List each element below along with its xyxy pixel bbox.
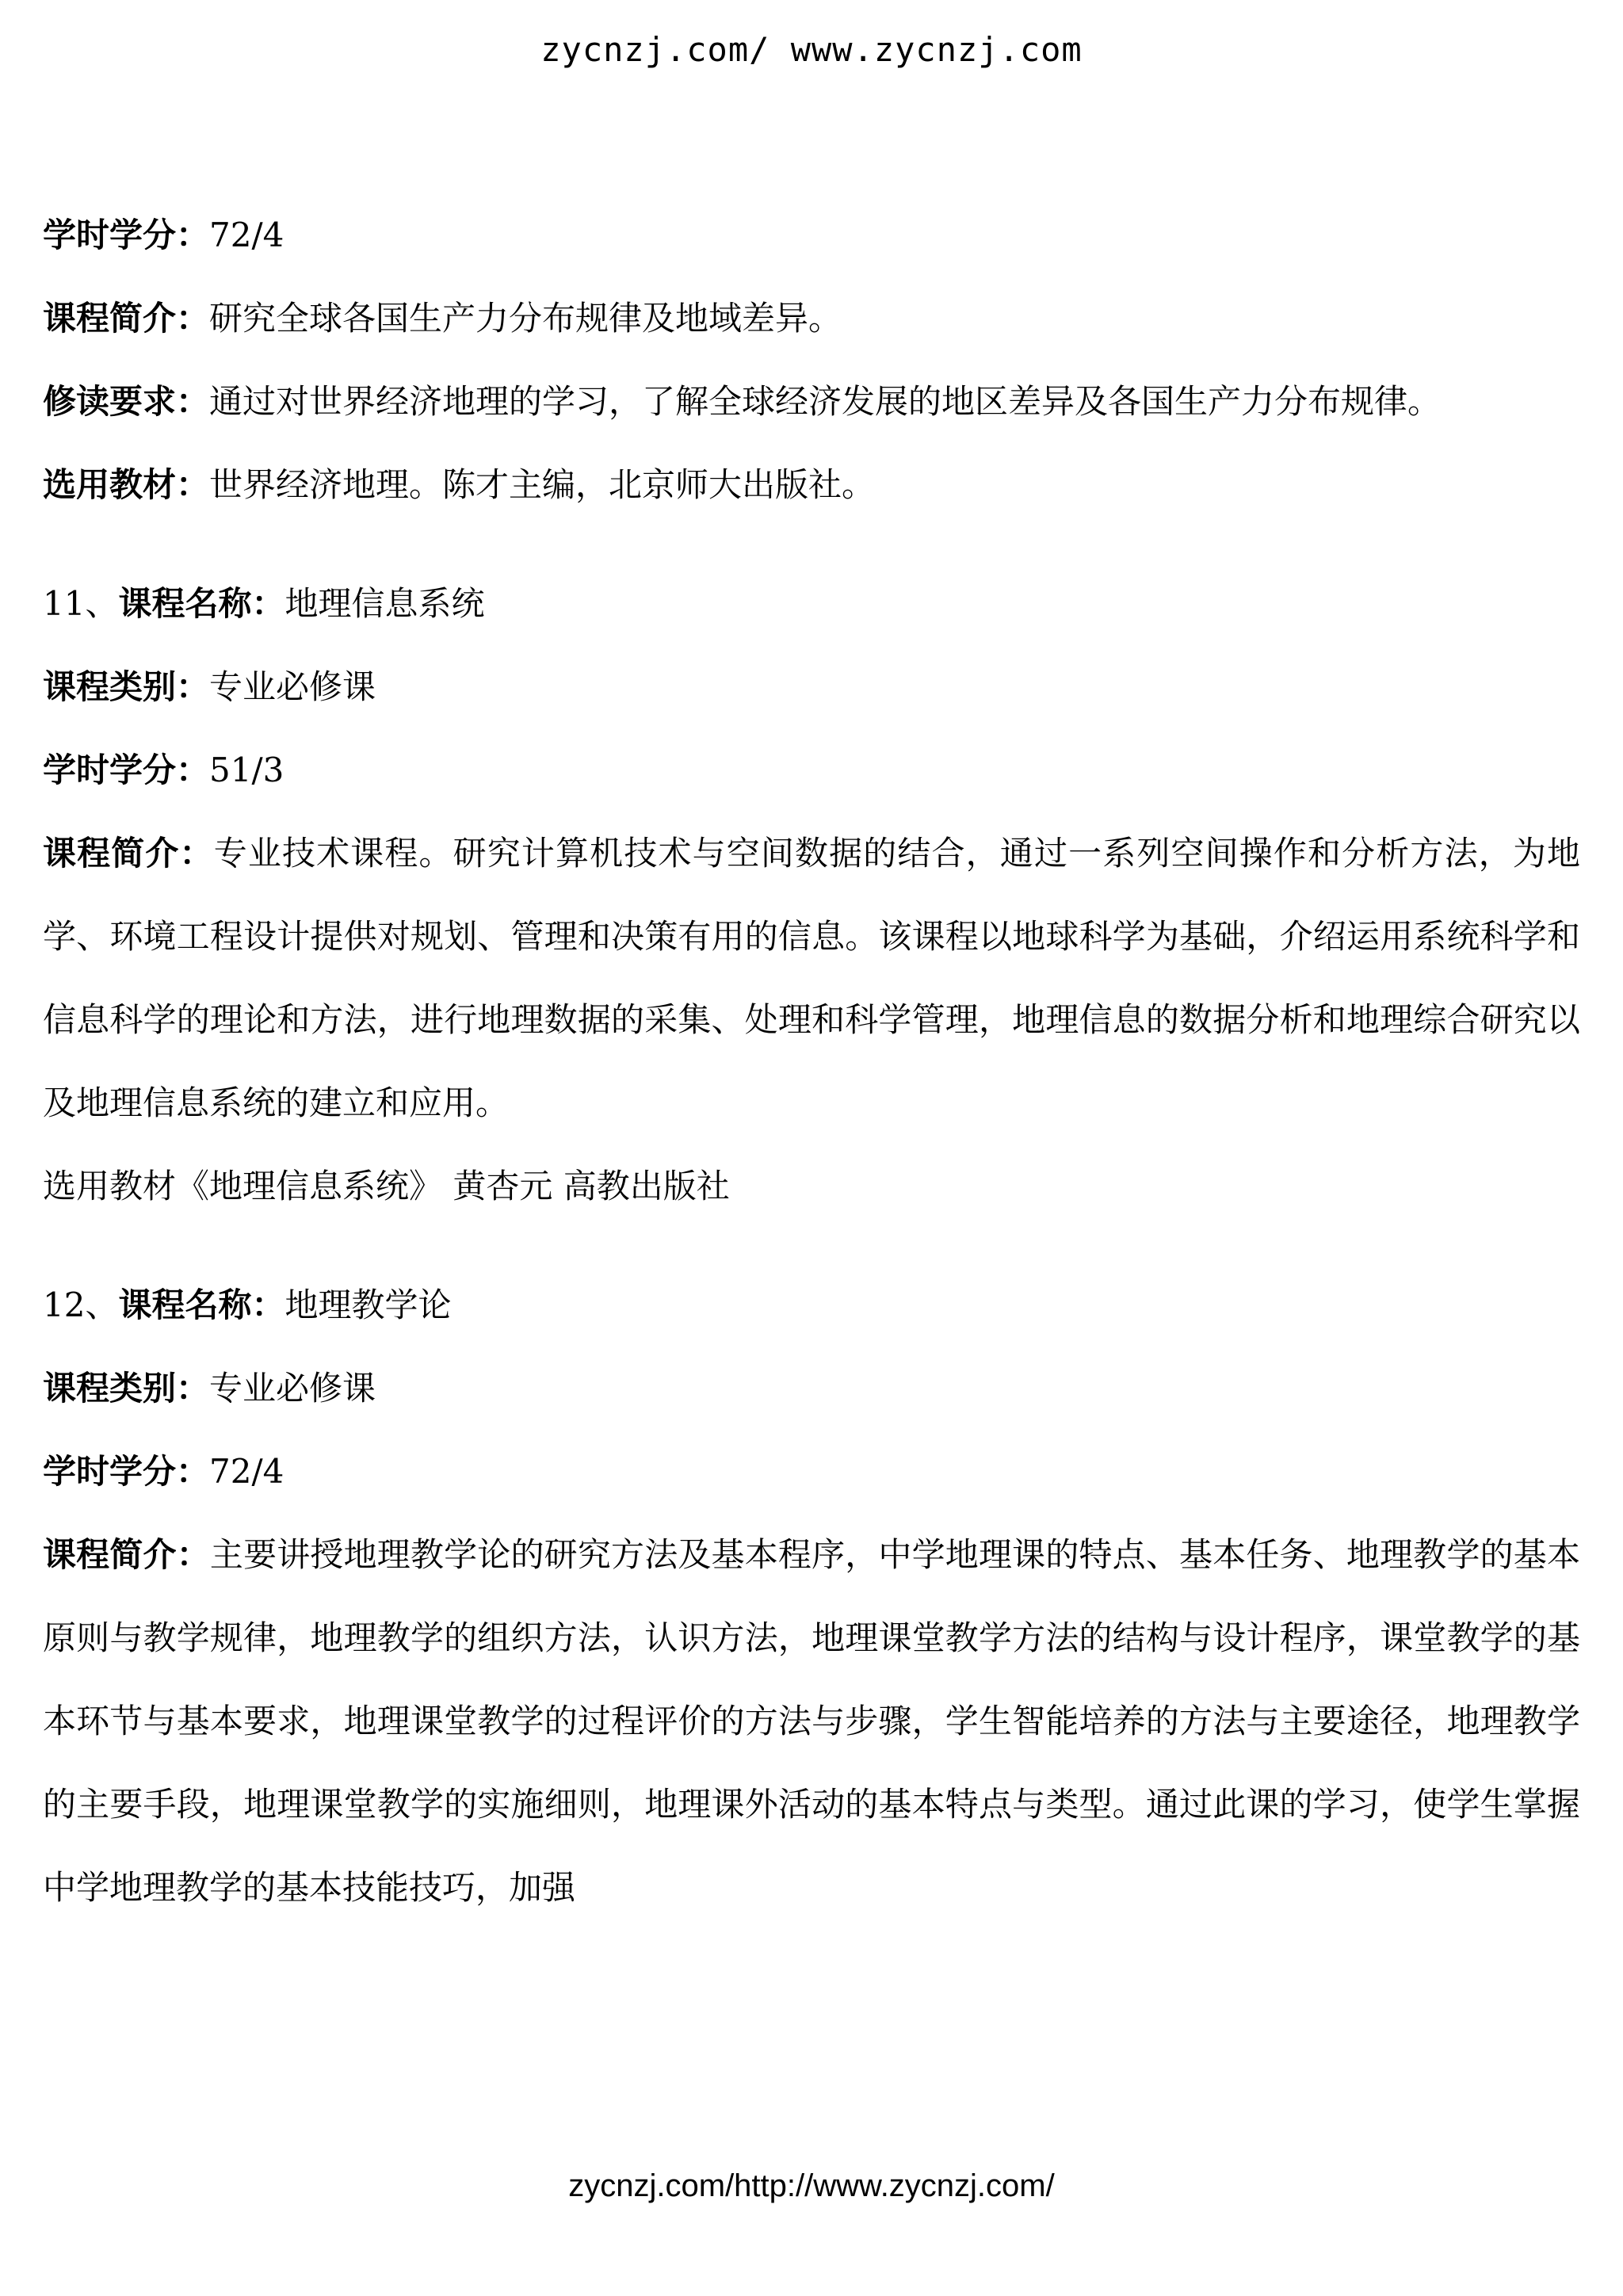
page-footer: zycnzj.com/http://www.zycnzj.com/ [568, 2168, 1055, 2203]
course-12-credits-label: 学时学分： [43, 1452, 210, 1491]
textbook-label: 选用教材： [43, 465, 210, 504]
credits-label: 学时学分： [43, 216, 210, 254]
section-gap [43, 526, 1580, 562]
course-11-credits-label: 学时学分： [43, 751, 210, 789]
course-11-category-label: 课程类别： [43, 667, 210, 706]
course-12-credits-line [43, 1430, 1580, 1513]
course-11-intro-line [43, 812, 1580, 1144]
textbook-line [43, 443, 1580, 526]
course-12-name-label: 课程名称： [118, 1286, 285, 1324]
course-11-intro-value: 专业技术课程。研究计算机技术与空间数据的结合，通过一系列空间操作和分析方法，为地学、环境工程设计提供对规划、管理和决策有用的信息。该课程以地球科学为基础，介绍运用系统科学和信息科学的理论和方法，进行地理数据的采集、处理和科学管理，地理信息的数据分析和地理综合研究以及地理信息系统的建立和应用。 [43, 834, 1580, 1122]
course-12-name-line [43, 1263, 1580, 1347]
course-11-category-line [43, 645, 1580, 728]
course-12-name-value: 地理教学论 [285, 1286, 452, 1324]
intro-line [43, 277, 1580, 360]
course-12-category-value: 专业必修课 [209, 1369, 376, 1408]
textbook-value: 世界经济地理。陈才主编，北京师大出版社。 [209, 465, 876, 504]
course-11-credits-line [43, 728, 1580, 812]
section-gap [43, 1228, 1580, 1263]
course-11-name-value: 地理信息系统 [285, 584, 485, 623]
course-12-intro-label: 课程简介： [43, 1535, 210, 1574]
credits-value: 72/4 [209, 216, 285, 254]
document-body [43, 193, 1580, 1929]
course-12-number: 12、 [43, 1286, 119, 1324]
intro-label: 课程简介： [43, 299, 210, 338]
course-11-name-line [43, 562, 1580, 645]
course-11-number: 11、 [43, 584, 119, 623]
course-12-category-line [43, 1347, 1580, 1430]
course-12-intro-line [43, 1513, 1580, 1929]
requirement-label: 修读要求： [43, 382, 210, 421]
course-11-credits-value: 51/3 [209, 751, 285, 789]
requirement-value: 通过对世界经济地理的学习，了解全球经济发展的地区差异及各国生产力分布规律。 [209, 382, 1442, 421]
credits-line [43, 193, 1580, 277]
requirement-line [43, 360, 1580, 443]
course-11-textbook-line: 选用教材《地理信息系统》 黄杏元 高教出版社 [43, 1167, 730, 1205]
course-12-credits-value: 72/4 [209, 1452, 285, 1491]
course-12-intro-value: 主要讲授地理教学论的研究方法及基本程序，中学地理课的特点、基本任务、地理教学的基本原则与教学规律，地理教学的组织方法，认识方法，地理课堂教学方法的结构与设计程序，课堂教学的基本环节与基本要求，地理课堂教学的过程评价的方法与步骤，学生智能培养的方法与主要途径，地理教学的主要手段，地理课堂教学的实施细则，地理课外活动的基本特点与类型。通过此课的学习，使学生掌握中学地理教学的基本技能技巧，加强 [43, 1535, 1580, 1907]
course-11-category-value: 专业必修课 [209, 667, 376, 706]
course-12-category-label: 课程类别： [43, 1369, 210, 1408]
course-11-intro-label: 课程简介： [43, 834, 214, 873]
page-header: zycnzj.com/ www.zycnzj.com [540, 30, 1083, 69]
course-11-name-label: 课程名称： [118, 584, 285, 623]
intro-value: 研究全球各国生产力分布规律及地域差异。 [209, 299, 842, 338]
